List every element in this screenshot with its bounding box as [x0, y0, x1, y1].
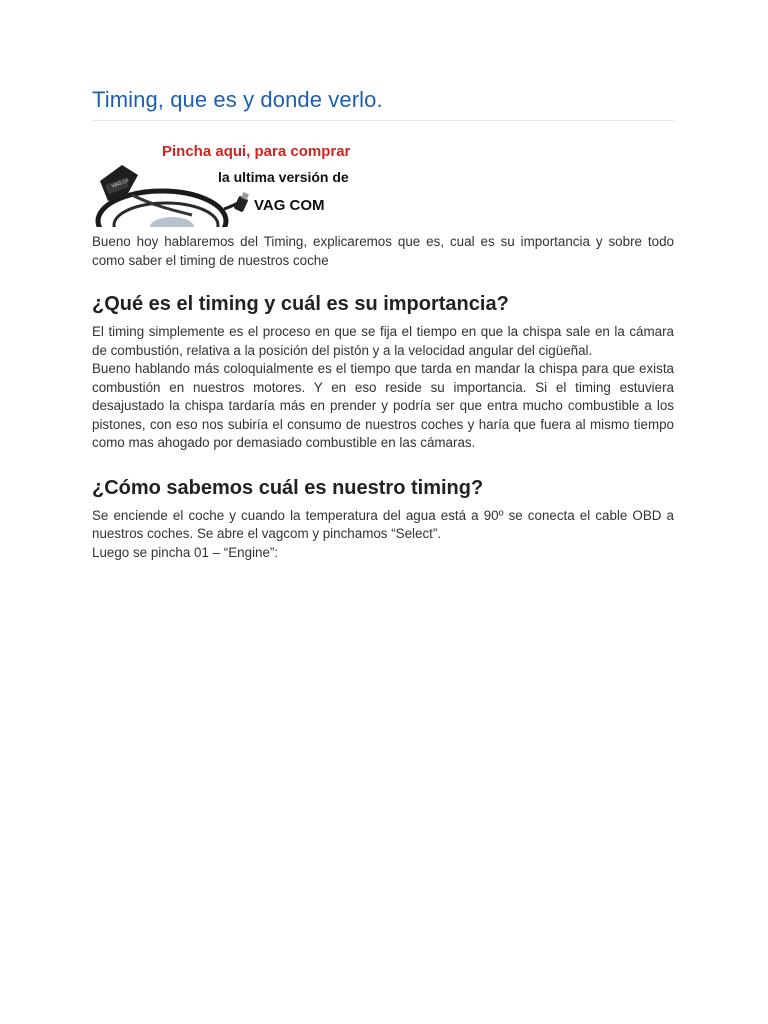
article-title[interactable]: Timing, que es y donde verlo. — [92, 87, 383, 112]
ad-product-name: VAG COM — [254, 197, 325, 214]
section-what-paragraph-1: El timing simplemente es el proceso en que se fija el tiempo en que la chispa sale en la cámara de combustión, relativa a la posición del pistón y a la velocidad angular del cigüeñal. — [92, 324, 674, 358]
ad-headline: Pincha aqui, para comprar — [162, 143, 351, 160]
section-how-paragraph-2: Luego se pincha 01 – “Engine”: — [92, 544, 279, 560]
title-divider — [92, 120, 674, 121]
section-how-paragraph-1: Se enciende el coche y cuando la temperatura del agua está a 90º se conecta el cable OBD a nuestros coches. Se abre el vagcom y pinchamos “Select”. — [92, 507, 674, 541]
section-what-paragraph-2: Bueno hablando más coloquialmente es el tiempo que tarda en mandar la chispa para que exista combustión en nuestros motores. Y en eso reside su importancia. Si el timing estuviera desajustado la chispa tardaría más en prender y podría ser que entra mucho combustible a los pistones, con eso nos subiría el consumo de nuestros coches y haría que fuera al mismo tiempo como mas ahogado por demasiado combustible en las cámaras. — [92, 361, 674, 450]
ad-subline: la ultima versión de — [218, 169, 349, 185]
section-heading-how: ¿Cómo sabemos cuál es nuestro timing? — [92, 476, 484, 499]
section-heading-what: ¿Qué es el timing y cuál es su importancia? — [92, 293, 509, 315]
vagcom-ad-banner[interactable] — [92, 135, 392, 227]
intro-paragraph: Bueno hoy hablaremos del Timing, explicaremos que es, cual es su importancia y sobre todo como saber el timing de nuestros coche — [92, 234, 674, 268]
article — [92, 0, 674, 562]
device-label: VAG CF — [110, 177, 131, 190]
